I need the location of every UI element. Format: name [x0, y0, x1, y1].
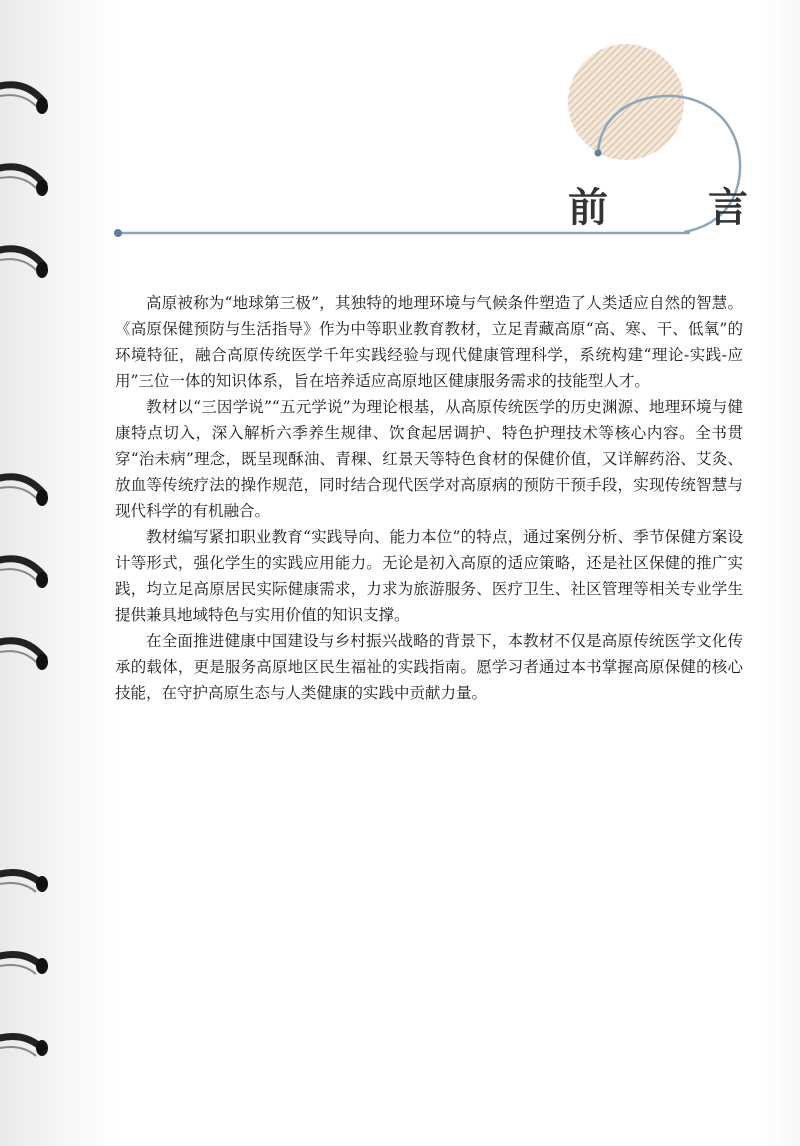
hatched-circle — [568, 44, 684, 160]
binding-ring — [0, 1037, 48, 1057]
binding-ring — [0, 873, 48, 893]
paragraph-2: 教材以“三因学说”“五元学说”为理论根基，从高原传统医学的历史渊源、地理环境与健康特点切入，深入解析六季养生规律、饮食起居调护、特色护理技术等核心内容。全书贯穿“治未病”理念，既呈现酥油、青稞、红景天等特色食材的保健价值，又详解药浴、艾灸、放血等传统疗法的操作规范，同时结合现代医学对高原病的预防干预手段，实现传统智慧与现代科学的有机融合。 — [115, 398, 743, 520]
paragraph-4: 在全面推进健康中国建设与乡村振兴战略的背景下，本教材不仅是高原传统医学文化传承的载体，更是服务高原地区民生福祉的实践指南。愿学习者通过本书掌握高原保健的核心技能，在守护高原生态与人类健康的实践中贡献力量。 — [115, 632, 743, 702]
binding-ring — [0, 85, 48, 114]
binding-ring — [0, 167, 48, 196]
binding-ring — [0, 641, 48, 670]
paragraph-3: 教材编写紧扣职业教育“实践导向、能力本位”的特点，通过案例分析、季节保健方案设计等形式，强化学生的实践应用能力。无论是初入高原的适应策略，还是社区保健的推广实践，均立足高原居民实际健康需求，力求为旅游服务、医疗卫生、社区管理等相关专业学生提供兼具地域特色与实用价值的知识支撑。 — [115, 528, 743, 624]
binding-ring — [0, 559, 48, 588]
binding-ring — [0, 477, 48, 506]
preface-body — [115, 290, 743, 706]
spiral-binding — [0, 0, 70, 1146]
page-title: 前 言 — [568, 184, 778, 231]
arc-end-dot — [595, 150, 602, 157]
binding-ring — [0, 955, 48, 975]
rule-start-dot — [114, 229, 122, 237]
binding-ring — [0, 249, 48, 278]
paragraph-1: 高原被称为“地球第三极”，其独特的地理环境与气候条件塑造了人类适应自然的智慧。《高原保健预防与生活指导》作为中等职业教育教材，立足青藏高原“高、寒、干、低氧”的环境特征，融合高原传统医学千年实践经验与现代健康管理科学，系统构建“理论-实践-应用”三位一体的知识体系，旨在培养适应高原地区健康服务需求的技能型人才。 — [115, 294, 743, 390]
